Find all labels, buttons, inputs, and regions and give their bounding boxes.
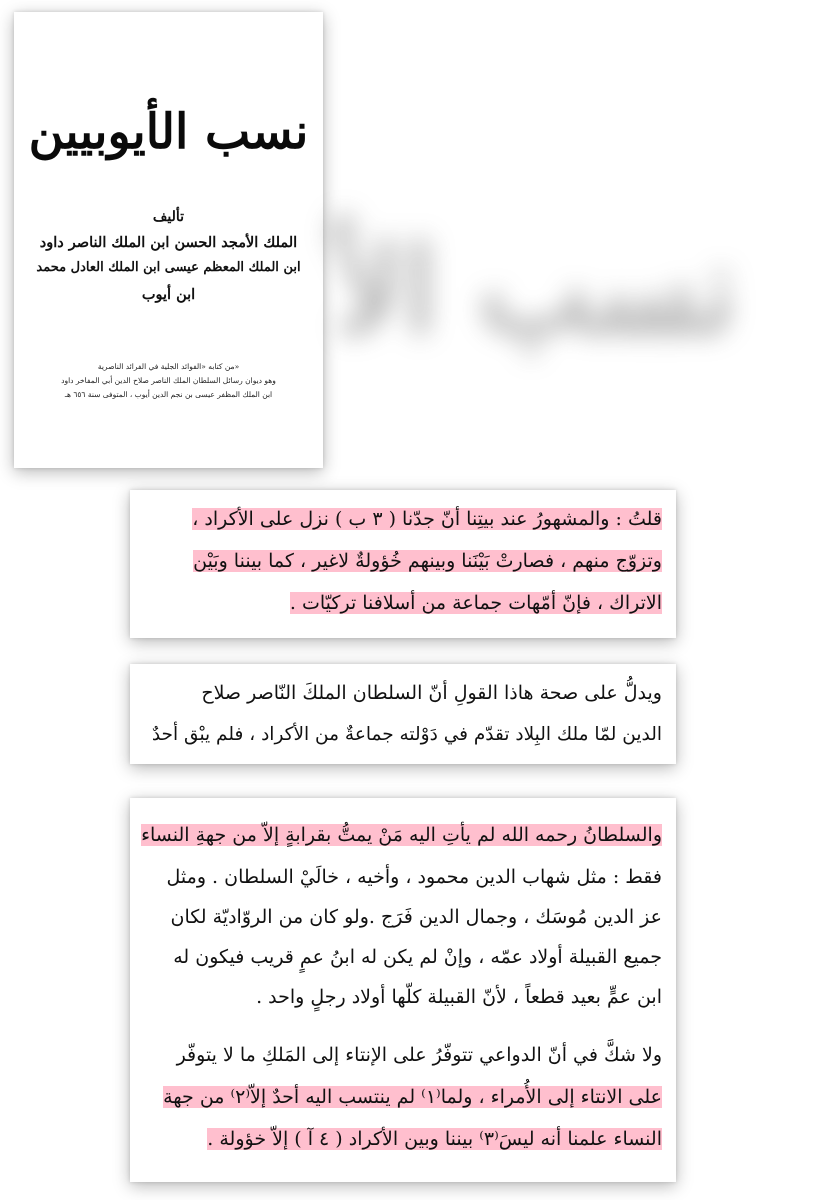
highlighted-text: والسلطانُ رحمه الله لم يأتِ اليه مَنْ يمتُّ بقرابةٍ إلاّ من جهةِ النساء [141, 824, 662, 846]
excerpt-line [163, 1082, 662, 1112]
highlighted-text: الاتراك ، فإنّ أمّهات جماعة من أسلافنا تركيّات . [289, 592, 662, 614]
excerpt-line: ويدلُّ على صحة هاذا القولِ أنّ السلطان الملكَ النّاصر صلاح [201, 682, 662, 704]
excerpt-line [193, 546, 662, 576]
excerpt-line: الدين لمّا ملك البِلاد تقدّم في دَوْلته جماعةٌ من الأكراد ، فلم يبْق أحدٌ [151, 724, 662, 745]
text-excerpt-2 [130, 664, 676, 764]
excerpt-line: جميع القبيلة أولاد عمّه ، وإنْ لم يكن له ابنُ عمٍ قريب فيكون له [173, 946, 662, 968]
cover-author-line: ابن الملك المعظم عيسى ابن الملك العادل محمد [36, 260, 301, 275]
highlighted-text: النساء علمنا أنه ليسَ⁽٣⁾ بيننا وبين الأكراد ( ٤ آ ) إلاّ خؤولة . [207, 1128, 662, 1150]
excerpt-line: عز الدين مُوسَك ، وجمال الدين فَرَج .ولو كان من الروّاديّة لكان [170, 906, 662, 928]
excerpt-line [207, 1124, 662, 1154]
excerpt-line: ولا شكَّ في أنّ الدواعي تتوفّرُ على الإنتاء إلى المَلكِ ما لا يتوفّر [176, 1044, 662, 1066]
highlighted-text: قلتُ : والمشهورُ عند بيتِنا أنّ جدّنا ( ٣ ب ) نزل على الأكراد ، [192, 508, 662, 530]
cover-note-line: من كتابه «الفوائد الجلية في الفرائد الناصرية» [97, 362, 240, 371]
cover-author-label: تأليف [152, 209, 185, 225]
excerpt-line [141, 820, 662, 850]
text-excerpt-3 [130, 798, 676, 1182]
excerpt-line: ابن عمٍّ بعيد قطعاً ، لأنّ القبيلة كلّها أولاد رجلٍ واحد . [256, 986, 662, 1008]
cover-note-line: وهو ديوان رسائل السلطان الملك الناصر صلاح الدين أبي المفاخر داود [61, 376, 276, 385]
excerpt-line [290, 588, 662, 618]
cover-title: نسب الأيوبيين [28, 104, 309, 160]
cover-note-line: ابن الملك المظفر عيسى بن نجم الدين أيوب ، المتوفى سنة ٦٥٦ هـ [64, 390, 273, 399]
cover-author-line: الملك الأمجد الحسن ابن الملك الناصر داود [39, 234, 298, 251]
blurred-cover-title: نسب الأ [335, 220, 737, 361]
cover-author-line: ابن أيوب [141, 286, 196, 303]
highlighted-text: على الانتاء إلى الأُمراء ، ولما⁽١⁾ لم ينتسب اليه أحدٌ إلاّ⁽٢⁾ من جهة [163, 1086, 662, 1108]
book-cover [14, 12, 323, 468]
highlighted-text: وتزوّج منهم ، فصارتْ بَيْنَنا وبينهم خُؤولةٌ لاغير ، كما بيننا وبَيْن [193, 550, 662, 572]
excerpt-line [192, 504, 662, 534]
excerpt-line: فقط : مثل شهاب الدين محمود ، وأخيه ، خالَيْ السلطان . ومثل [166, 866, 662, 888]
text-excerpt-1 [130, 490, 676, 638]
